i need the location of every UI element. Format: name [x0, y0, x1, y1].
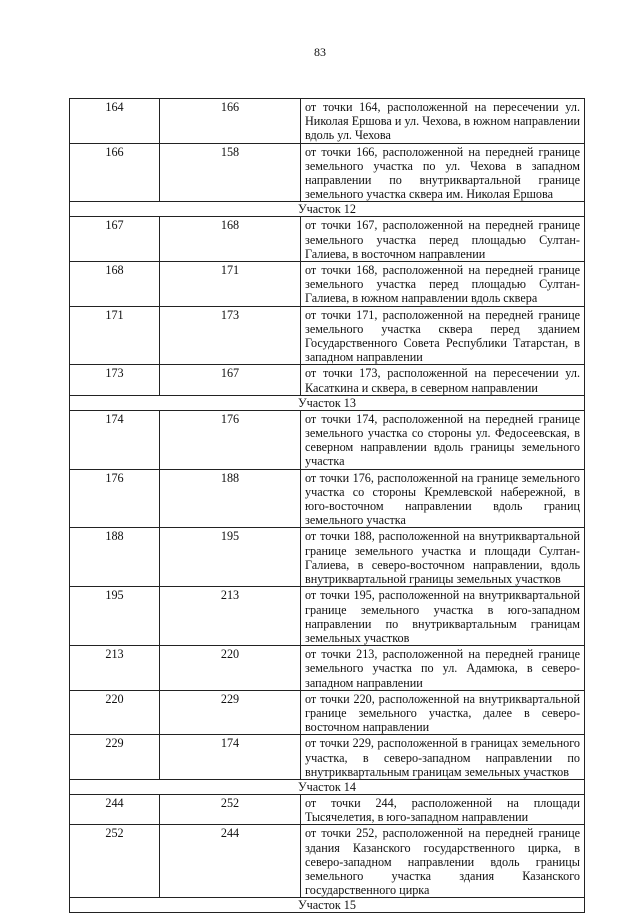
description-cell: от точки 174, расположенной на передней границе земельного участка со стороны ул. Федосеевская, в северном направлении вдоль границы земельного участка	[301, 410, 585, 469]
description-cell: от точки 195, расположенной на внутриквартальной границе земельного участка в юго-западном направлении по внутриквартальным границам земельных участков	[301, 587, 585, 646]
section-row	[70, 202, 585, 217]
point-to-cell: 174	[160, 735, 301, 780]
point-to-cell: 171	[160, 262, 301, 307]
description-cell: от точки 229, расположенной в границах земельного участка, в северо-западном направлении по внутриквартальным границам земельных участков	[301, 735, 585, 780]
point-to-cell: 195	[160, 528, 301, 587]
description-cell: от точки 171, расположенной на передней границе земельного участка сквера перед зданием Государственного Совета Республики Татарстан, в западном направлении	[301, 306, 585, 365]
description-cell: от точки 213, расположенной на передней границе земельного участка по ул. Адамюка, в северо-западном направлении	[301, 646, 585, 691]
point-to-cell: 176	[160, 410, 301, 469]
description-cell: от точки 173, расположенной на пересечении ул. Касаткина и сквера, в северном направлении	[301, 365, 585, 395]
table-row	[70, 410, 585, 469]
point-from-cell: 167	[70, 217, 160, 262]
table-row	[70, 365, 585, 395]
section-label: Участок 12	[70, 202, 585, 217]
point-from-cell: 174	[70, 410, 160, 469]
description-cell: от точки 220, расположенной на внутриквартальной границе земельного участка, далее в северо-восточном направлении	[301, 690, 585, 735]
section-label: Участок 15	[70, 898, 585, 913]
point-from-cell: 166	[70, 143, 160, 202]
description-cell: от точки 252, расположенной на передней границе здания Казанского государственного цирка, в северо-западном направлении вдоль границы земельного участка здания Казанского государственного цирка	[301, 825, 585, 898]
description-cell: от точки 244, расположенной на площади Тысячелетия, в юго-западном направлении	[301, 794, 585, 824]
table-row	[70, 646, 585, 691]
point-from-cell: 213	[70, 646, 160, 691]
section-label: Участок 14	[70, 779, 585, 794]
point-from-cell: 164	[70, 99, 160, 144]
description-cell: от точки 188, расположенной на внутриквартальной границе земельного участка и площади Султан-Галиева, в северо-восточном направлении, вдоль внутриквартальной границы земельных участков	[301, 528, 585, 587]
point-from-cell: 195	[70, 587, 160, 646]
point-to-cell: 168	[160, 217, 301, 262]
section-row	[70, 779, 585, 794]
table-row	[70, 306, 585, 365]
table-row	[70, 217, 585, 262]
table-row	[70, 735, 585, 780]
point-to-cell: 166	[160, 99, 301, 144]
point-from-cell: 244	[70, 794, 160, 824]
point-to-cell: 220	[160, 646, 301, 691]
boundary-table	[69, 98, 585, 913]
table-row	[70, 690, 585, 735]
point-from-cell: 188	[70, 528, 160, 587]
point-from-cell: 171	[70, 306, 160, 365]
table-row	[70, 587, 585, 646]
point-to-cell: 173	[160, 306, 301, 365]
section-row	[70, 898, 585, 913]
table-row	[70, 262, 585, 307]
table-row	[70, 469, 585, 528]
description-cell: от точки 167, расположенной на передней границе земельного участка перед площадью Султан-Галиева, в восточном направлении	[301, 217, 585, 262]
description-cell: от точки 166, расположенной на передней границе земельного участка по ул. Чехова в западном направлении по внутриквартальной границе земельного участка сквера им. Николая Ершова	[301, 143, 585, 202]
point-from-cell: 173	[70, 365, 160, 395]
description-cell: от точки 168, расположенной на передней границе земельного участка перед площадью Султан-Галиева, в южном направлении вдоль сквера	[301, 262, 585, 307]
section-label: Участок 13	[70, 395, 585, 410]
description-cell: от точки 176, расположенной на границе земельного участка со стороны Кремлевской набережной, в юго-восточном направлении вдоль границ земельного участка	[301, 469, 585, 528]
point-from-cell: 229	[70, 735, 160, 780]
point-from-cell: 176	[70, 469, 160, 528]
point-to-cell: 188	[160, 469, 301, 528]
table-row	[70, 794, 585, 824]
section-row	[70, 395, 585, 410]
point-from-cell: 252	[70, 825, 160, 898]
point-to-cell: 244	[160, 825, 301, 898]
table-row	[70, 528, 585, 587]
table-row	[70, 143, 585, 202]
point-from-cell: 220	[70, 690, 160, 735]
point-to-cell: 158	[160, 143, 301, 202]
page-number: 83	[314, 45, 326, 59]
point-from-cell: 168	[70, 262, 160, 307]
point-to-cell: 229	[160, 690, 301, 735]
table-row	[70, 99, 585, 144]
table-row	[70, 825, 585, 898]
description-cell: от точки 164, расположенной на пересечении ул. Николая Ершова и ул. Чехова, в южном направлении вдоль ул. Чехова	[301, 99, 585, 144]
point-to-cell: 252	[160, 794, 301, 824]
point-to-cell: 167	[160, 365, 301, 395]
table-body	[70, 99, 585, 913]
point-to-cell: 213	[160, 587, 301, 646]
